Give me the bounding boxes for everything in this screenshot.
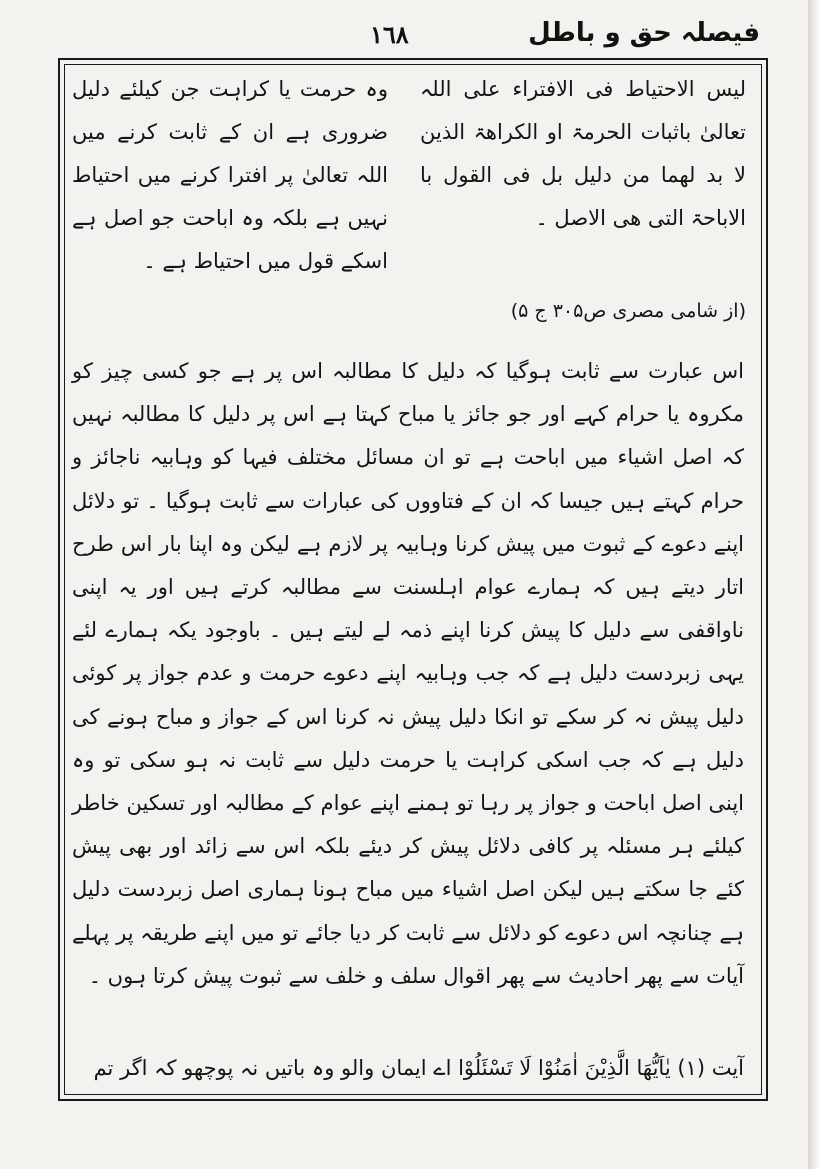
arabic-quote: [420, 68, 746, 240]
page-header: [60, 14, 760, 64]
page-binding-edge: [808, 0, 826, 1169]
verse-line: آیت (۱) یٰاَیُّھَا الَّذِیْنَ اٰمَنُوْا لَا تَسْئَلُوْا اے ایمان والو وہ باتیں نہ پوچھو کہ اگر تم: [93, 1056, 744, 1080]
arabic-quote-text: لیس الاحتیاط فی الافتراء علی اللہ تعالیٰ باثبات الحرمۃ او الکراھۃ الذین لا بد لھما من دلیل بل فی القول با الاباحۃ التی ھی الاصل ۔: [420, 77, 746, 230]
main-paragraph: [72, 350, 744, 998]
urdu-translation: [72, 68, 388, 283]
main-paragraph-text: اس عبارت سے ثابت ہوگیا کہ دلیل کا مطالبہ اس پر ہے جو کسی چیز کو مکروہ یا حرام کہے اور جو جائز یا مباح کہتا ہے اس پر دلیل کا مطالبہ نہیں کہ اصل اشیاء میں اباحت ہے تو ان مسائل مختلف فیہا کو وہابیہ ناجائز و حرام کہتے ہیں جیسا کہ ان کے فتاووں کی عبارات سے ثابت ہوگیا ۔ تو دلائل اپنے دعوے کے ثبوت میں پیش کرنا وہابیہ پر لازم ہے لیکن وہ اپنا بار اس طرح اتار دیتے ہیں کہ ہمارے عوام اہلسنت سے مطالبہ کرتے ہیں اور یہ اپنی ناواقفی سے دلیل کا پیش کرنا اپنے ذمہ لے لیتے ہیں ۔ باوجود یکہ ہمارے لئے یہی زبردست دلیل ہے کہ جب وہابیہ اپنے دعوے حرمت و عدم جواز پر کوئی دلیل پیش نہ کر سکے تو انکا دلیل پیش نہ کرنا اس کے جواز و مباح ہونے کی دلیل ہے کہ جب اسکی کراہت یا حرمت دلیل سے ثابت نہ ہو سکی تو وہ اپنی اصل اباحت و جواز پر رہا تو ہمنے اپنے عوام کے مطالبہ اور تسکین خاطر کیلئے ہر مسئلہ پر کافی دلائل پیش کر دیئے بلکہ اس سے زائد اور بھی پیش کئے جا سکتے ہیں لیکن اصل اشیاء میں مباح ہونا ہماری اصل زبردست دلیل ہے چنانچہ اس دعوے کو دلائل سے ثابت کر دیا جائے تو میں اپنے طریقہ پر پہلے آیات سے پھر احادیث سے پھر اقوال سلف و خلف سے ثبوت پیش کرتا ہوں ۔: [72, 359, 745, 988]
citation: (از شامی مصری ص۳۰۵ ج ۵): [510, 300, 746, 322]
page-number: ١٦٨: [370, 20, 409, 49]
urdu-translation-text: وہ حرمت یا کراہت جن کیلئے دلیل ضروری ہے ان کے ثابت کرنے میں اللہ تعالیٰ پر افترا کرنے میں احتیاط نہیں ہے بلکہ وہ اباحت جو اصل ہے اسکے قول میں احتیاط ہے ۔: [72, 77, 388, 273]
book-title: فیصلہ حق و باطل: [528, 18, 760, 48]
